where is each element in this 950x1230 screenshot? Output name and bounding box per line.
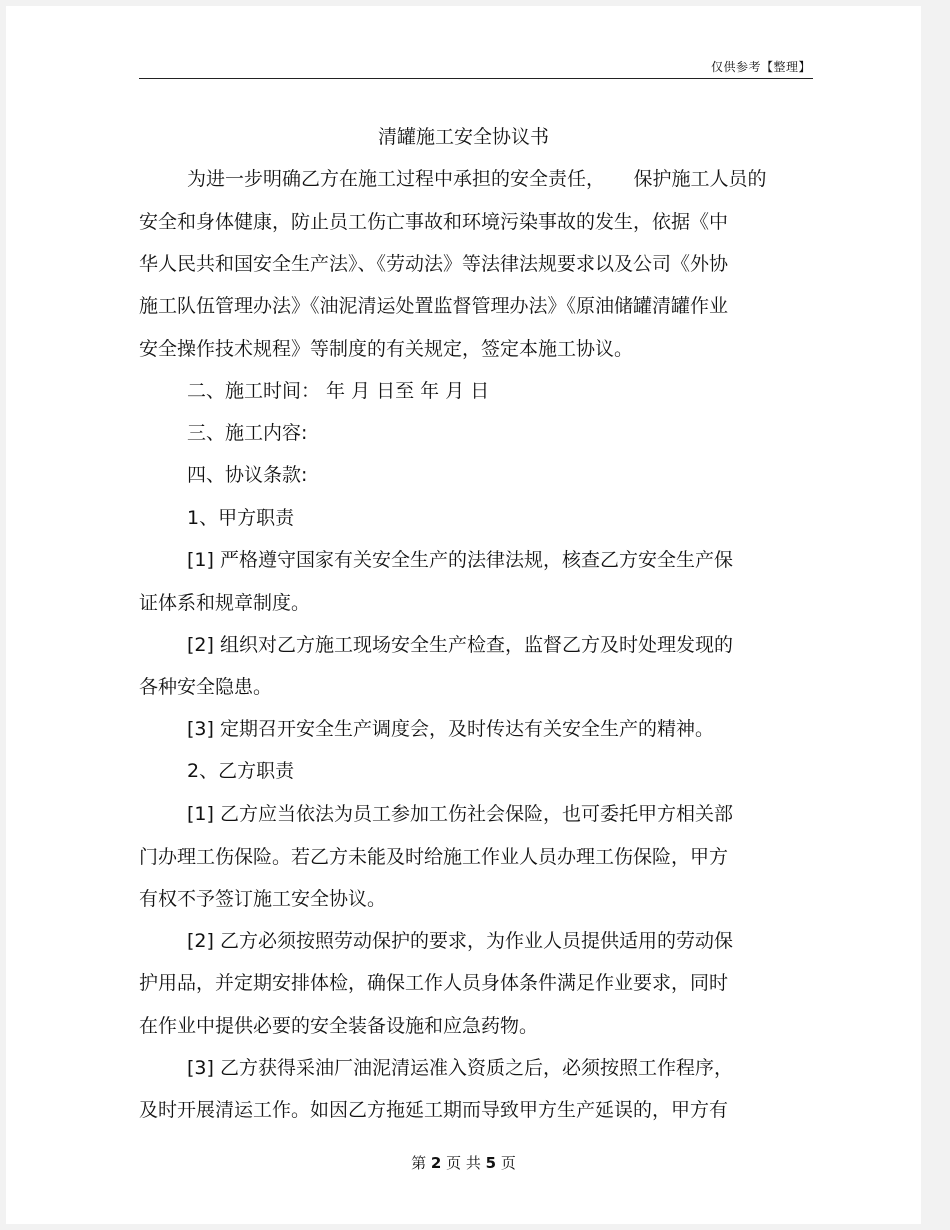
footer-prefix: 第 <box>411 1154 427 1172</box>
body-line: [3] 定期召开安全生产调度会，及时传达有关安全生产的精神。 <box>187 718 714 740</box>
footer-suffix: 页 <box>500 1154 516 1172</box>
body-line: 有权不予签订施工安全协议。 <box>139 888 387 910</box>
subsection-heading: 2、乙方职责 <box>187 760 295 782</box>
page-footer <box>6 1152 921 1173</box>
body-line: 在作业中提供必要的安全装备设施和应急药物。 <box>139 1015 539 1037</box>
body-line: 及时开展清运工作。如因乙方拖延工期而导致甲方生产延误的，甲方有 <box>139 1099 729 1121</box>
body-line: 华人民共和国安全生产法》、《劳动法》等法律法规要求以及公司《外协 <box>139 253 729 275</box>
body-line: [1] 乙方应当依法为员工参加工伤社会保险，也可委托甲方相关部 <box>187 803 733 825</box>
document-title: 清罐施工安全协议书 <box>377 126 549 148</box>
total-page-count: 5 <box>485 1154 497 1172</box>
footer-mid: 页 共 <box>446 1154 481 1172</box>
current-page-number: 2 <box>430 1154 442 1172</box>
header-rule <box>139 78 813 79</box>
body-line: [2] 乙方必须按照劳动保护的要求，为作业人员提供适用的劳动保 <box>187 930 733 952</box>
body-line: 护用品，并定期安排体检，确保工作人员身体条件满足作业要求，同时 <box>139 972 729 994</box>
subsection-heading: 1、甲方职责 <box>187 507 295 529</box>
body-line: [2] 组织对乙方施工现场安全生产检查，监督乙方及时处理发现的 <box>187 634 733 656</box>
section-heading: 二、施工时间： 年 月 日至 年 月 日 <box>187 380 490 402</box>
body-line: 证体系和规章制度。 <box>139 592 311 614</box>
body-line: 施工队伍管理办法》《油泥清运处置监督管理办法》《原油储罐清罐作业 <box>139 295 729 317</box>
body-line: 各种安全隐患。 <box>139 676 273 698</box>
body-line: 安全操作技术规程》等制度的有关规定，签定本施工协议。 <box>139 338 634 360</box>
body-line: [3] 乙方获得采油厂油泥清运准入资质之后，必须按照工作程序， <box>187 1057 733 1079</box>
body-line: 安全和身体健康，防止员工伤亡事故和环境污染事故的发生，依据《中 <box>139 211 729 233</box>
document-page <box>6 6 921 1224</box>
section-heading: 三、施工内容: <box>187 422 308 444</box>
body-line: 为进一步明确乙方在施工过程中承担的安全责任， 保护施工人员的 <box>187 168 767 190</box>
body-line: [1] 严格遵守国家有关安全生产的法律法规，核查乙方安全生产保 <box>187 549 733 571</box>
section-heading: 四、协议条款: <box>187 464 308 486</box>
header-note: 仅供参考【整理】 <box>710 60 811 74</box>
body-line: 门办理工伤保险。若乙方未能及时给施工作业人员办理工伤保险，甲方 <box>139 846 729 868</box>
